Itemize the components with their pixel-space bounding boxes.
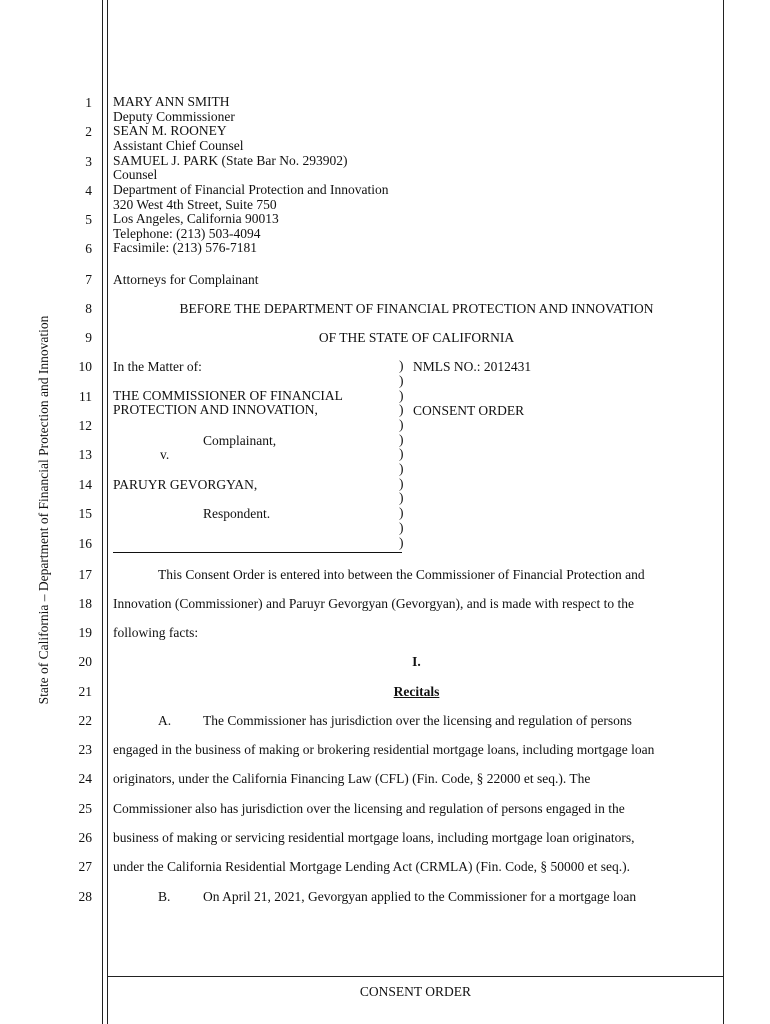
section-number: I. xyxy=(412,654,421,669)
line-number: 28 xyxy=(78,889,92,904)
line-number: 1 xyxy=(85,95,92,110)
line-number: 16 xyxy=(78,536,92,551)
header-line: Los Angeles, California 90013 xyxy=(113,211,279,226)
caption-versus: v. xyxy=(160,447,170,462)
caption-paren: ) xyxy=(399,358,404,373)
court-title-line1: BEFORE THE DEPARTMENT OF FINANCIAL PROTECTION AND INNOVATION xyxy=(179,301,654,316)
caption-underline xyxy=(113,552,402,553)
line-number: 7 xyxy=(85,272,92,287)
line-number: 27 xyxy=(78,859,92,874)
side-agency-text: State of California – Department of Financial Protection and Innovation xyxy=(36,315,51,705)
body-line-27: under the California Residential Mortgage Lending Act (CRMLA) (Fin. Code, § 50000 et seq.). xyxy=(113,859,631,874)
margin-rule-inner xyxy=(107,0,108,1024)
body-line-26: business of making or servicing residential mortgage loans, including mortgage loan originators, xyxy=(113,830,635,845)
line-number: 23 xyxy=(78,742,92,757)
item-b-label: B. xyxy=(158,889,171,904)
item-a-label: A. xyxy=(158,713,172,728)
header-line: Telephone: (213) 503-4094 xyxy=(113,226,261,241)
caption-respondent-name: PARUYR GEVORGYAN, xyxy=(113,477,258,492)
caption-paren: ) xyxy=(399,388,404,403)
caption-paren: ) xyxy=(399,535,404,550)
line-number: 26 xyxy=(78,830,92,845)
line-number: 10 xyxy=(78,359,92,374)
in-matter-of: In the Matter of: xyxy=(113,359,202,374)
line-number: 6 xyxy=(85,241,92,256)
section-title: Recitals xyxy=(393,684,440,699)
line-number: 13 xyxy=(78,447,92,462)
line-number: 22 xyxy=(78,713,92,728)
line-number: 25 xyxy=(78,801,92,816)
header-line: Deputy Commissioner xyxy=(113,109,235,124)
line-number: 15 xyxy=(78,506,92,521)
header-line: SAMUEL J. PARK (State Bar No. 293902) xyxy=(113,153,348,168)
line-number: 19 xyxy=(78,625,92,640)
caption-paren: ) xyxy=(399,520,404,535)
line-number: 20 xyxy=(78,654,92,669)
header-line: Counsel xyxy=(113,167,158,182)
document-type: CONSENT ORDER xyxy=(413,403,525,418)
caption-paren: ) xyxy=(399,505,404,520)
caption-paren: ) xyxy=(399,402,404,417)
caption-respondent: Respondent. xyxy=(203,506,271,521)
header-line: 320 West 4th Street, Suite 750 xyxy=(113,197,277,212)
body-line-23: engaged in the business of making or brokering residential mortgage loans, including mortgage loan xyxy=(113,742,655,757)
body-line-28: On April 21, 2021, Gevorgyan applied to the Commissioner for a mortgage loan xyxy=(203,889,637,904)
margin-rule-outer xyxy=(102,0,103,1024)
body-line-18: Innovation (Commissioner) and Paruyr Gevorgyan (Gevorgyan), and is made with respect to the xyxy=(113,596,635,611)
caption-commissioner-line2: PROTECTION AND INNOVATION, xyxy=(113,402,318,417)
caption-paren: ) xyxy=(399,490,404,505)
caption-paren: ) xyxy=(399,417,404,432)
line-number: 8 xyxy=(85,301,92,316)
caption-commissioner-line1: THE COMMISSIONER OF FINANCIAL xyxy=(113,388,343,403)
body-line-19: following facts: xyxy=(113,625,199,640)
line-number: 9 xyxy=(85,330,92,345)
line-number: 3 xyxy=(85,154,92,169)
line-number: 18 xyxy=(78,596,92,611)
header-line: SEAN M. ROONEY xyxy=(113,123,227,138)
header-line: MARY ANN SMITH xyxy=(113,94,230,109)
line-number: 17 xyxy=(78,567,92,582)
nmls-number: NMLS NO.: 2012431 xyxy=(413,359,532,374)
right-margin-rule xyxy=(723,0,724,1024)
header-line: Assistant Chief Counsel xyxy=(113,138,244,153)
line-number: 21 xyxy=(78,684,92,699)
line-number: 2 xyxy=(85,124,92,139)
line-number: 4 xyxy=(85,183,92,198)
body-line-25: Commissioner also has jurisdiction over the licensing and regulation of persons engaged in the xyxy=(113,801,625,816)
line-number: 12 xyxy=(78,418,92,433)
line-number: 24 xyxy=(78,771,92,786)
body-line-22: The Commissioner has jurisdiction over the licensing and regulation of persons xyxy=(203,713,632,728)
caption-paren: ) xyxy=(399,373,404,388)
caption-paren: ) xyxy=(399,476,404,491)
caption-complainant: Complainant, xyxy=(203,433,277,448)
caption-paren: ) xyxy=(399,461,404,476)
page-footer: CONSENT ORDER xyxy=(359,984,472,999)
line-number: 11 xyxy=(79,389,92,404)
line-number: 5 xyxy=(85,212,92,227)
header-line: Department of Financial Protection and Innovation xyxy=(113,182,389,197)
caption-paren: ) xyxy=(399,446,404,461)
body-line-24: originators, under the California Financing Law (CFL) (Fin. Code, § 22000 et seq.). The xyxy=(113,771,591,786)
attorneys-for: Attorneys for Complainant xyxy=(113,272,259,287)
header-line: Facsimile: (213) 576-7181 xyxy=(113,240,257,255)
court-title-line2: OF THE STATE OF CALIFORNIA xyxy=(318,330,515,345)
caption-paren: ) xyxy=(399,432,404,447)
footer-rule xyxy=(107,976,723,977)
line-number: 14 xyxy=(78,477,92,492)
body-line-17: This Consent Order is entered into between the Commissioner of Financial Protection and xyxy=(158,567,645,582)
